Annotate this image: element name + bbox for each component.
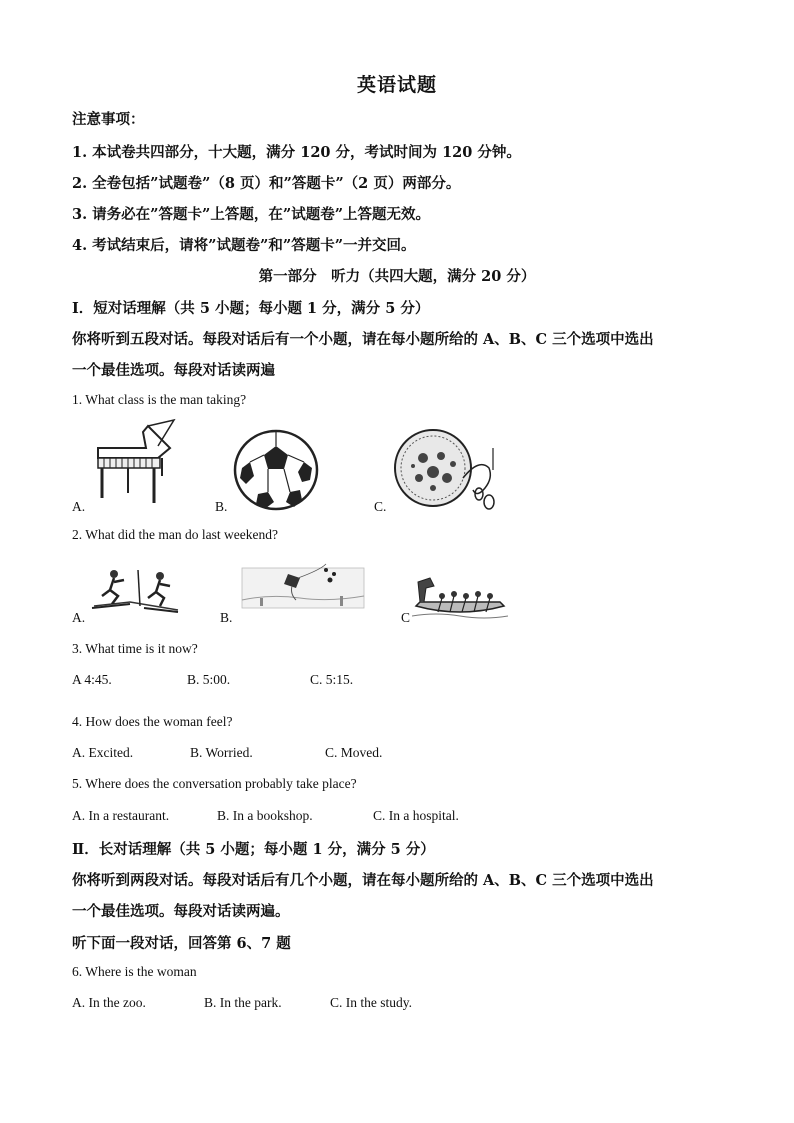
q6-option-a: A. In the zoo. [72, 995, 146, 1010]
notes-heading: 注意事项： [72, 111, 145, 128]
section2-instruction-line2: 一个最佳选项。每段对话读两遍。 [72, 903, 290, 920]
piano-image [88, 418, 180, 506]
q4-option-c: C. Moved. [325, 745, 383, 760]
q3-option-a: A 4:45. [72, 672, 112, 687]
note-item-4: 4. 考试结束后，请将”试题卷”和”答题卡”一并交回。 [72, 237, 416, 254]
note-item-2: 2. 全卷包括”试题卷”（8 页）和”答题卡”（2 页）两部分。 [72, 175, 461, 192]
section2-instruction-line1: 你将听到两段对话。每段对话后有几个小题，请在每小题所给的 A、B、C 三个选项中选出 [72, 872, 654, 889]
q1-option-c: C. [374, 499, 387, 514]
question-3: 3. What time is it now? [72, 641, 198, 656]
section1-heading: Ⅰ．短对话理解（共 5 小题；每小题 1 分，满分 5 分） [72, 300, 430, 317]
q6-option-c: C. In the study. [330, 995, 412, 1010]
q5-option-c: C. In a hospital. [373, 808, 459, 823]
section1-instruction-line1: 你将听到五段对话。每段对话后有一个小题，请在每小题所给的 A、B、C 三个选项中选出 [72, 331, 654, 348]
q2-option-b: B. [220, 610, 233, 625]
question-2: 2. What did the man do last weekend? [72, 527, 278, 542]
soccer-ball-image [232, 428, 320, 512]
part1-heading: 第一部分 听力（共四大题，满分 20 分） [258, 268, 536, 285]
embroidery-image [393, 428, 505, 512]
note-item-3: 3. 请务必在”答题卡”上答题，在”试题卷”上答题无效。 [72, 206, 431, 223]
note-item-1: 1. 本试卷共四部分，十大题，满分 120 分，考试时间为 120 分钟。 [72, 144, 521, 161]
question-5: 5. Where does the conversation probably take place? [72, 776, 357, 791]
section1-instruction-line2: 一个最佳选项。每段对话读两遍 [72, 362, 275, 379]
section2-subheading: 听下面一段对话，回答第 6、7 题 [72, 935, 291, 952]
question-6: 6. Where is the woman [72, 964, 197, 979]
q2-option-a: A. [72, 610, 86, 625]
q4-option-a: A. Excited. [72, 745, 134, 760]
q2-option-c: C [401, 610, 411, 625]
question-1: 1. What class is the man taking? [72, 392, 247, 407]
kite-flying-image [240, 560, 366, 612]
section2-heading: Ⅱ．长对话理解（共 5 小题；每小题 1 分，满分 5 分） [72, 841, 435, 858]
q5-option-a: A. In a restaurant. [72, 808, 170, 823]
skiing-image [90, 566, 182, 614]
q3-option-c: C. 5:15. [310, 672, 354, 687]
q6-option-b: B. In the park. [204, 995, 282, 1010]
dragon-boat-image [412, 572, 508, 620]
question-4: 4. How does the woman feel? [72, 714, 233, 729]
q3-option-b: B. 5:00. [187, 672, 231, 687]
page-title: 英语试题 [356, 74, 437, 96]
q4-option-b: B. Worried. [190, 745, 253, 760]
q1-option-b: B. [215, 499, 228, 514]
q1-option-a: A. [72, 499, 86, 514]
q5-option-b: B. In a bookshop. [217, 808, 313, 823]
